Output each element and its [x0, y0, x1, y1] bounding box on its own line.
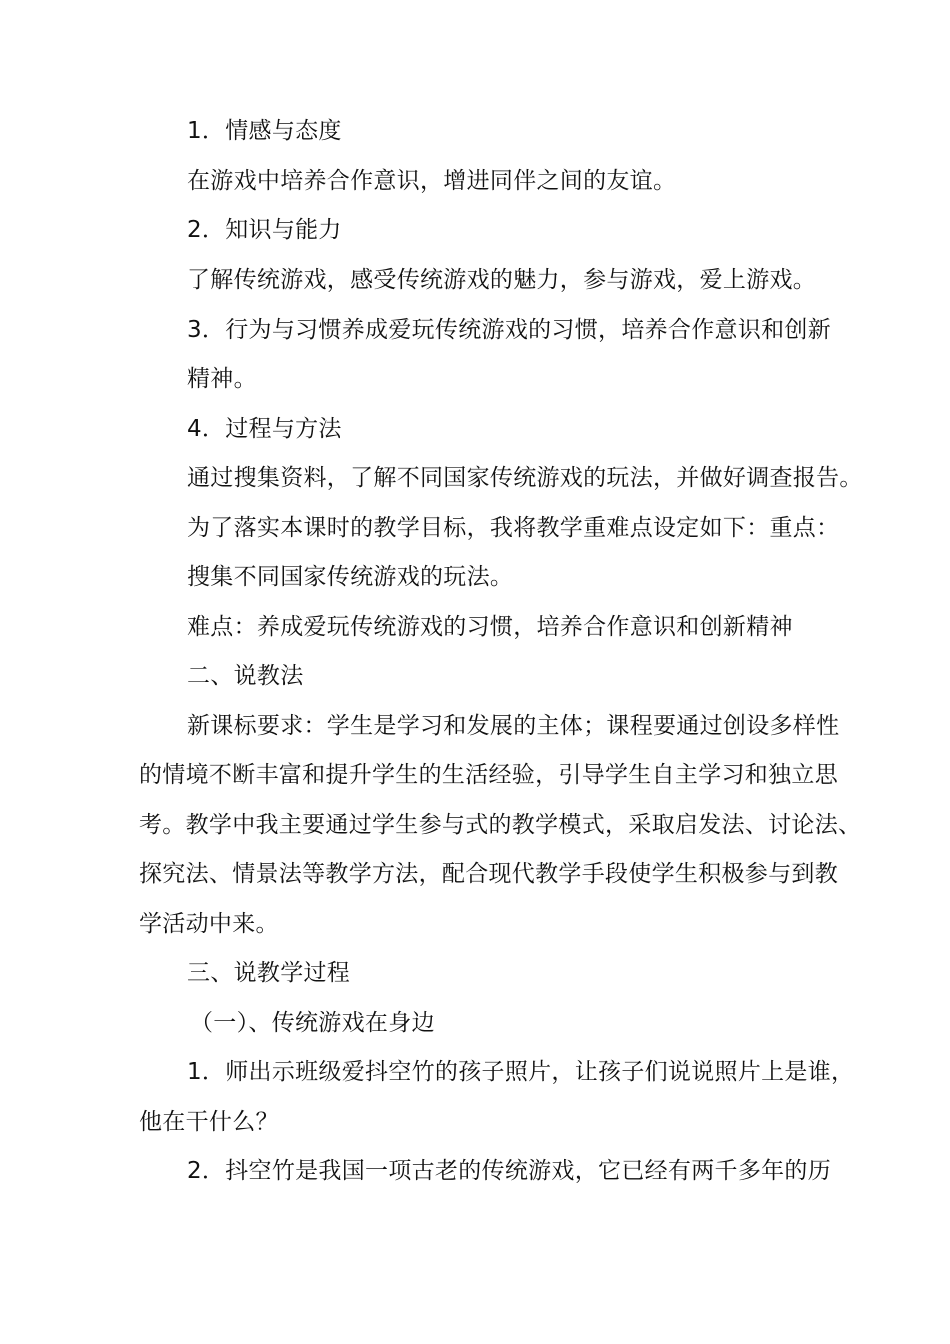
paragraph-line: 通过搜集资料，了解不同国家传统游戏的玩法，并做好调查报告。: [187, 465, 863, 491]
heading-knowledge-ability: 2．知识与能力: [187, 217, 342, 243]
paragraph-line: 新课标要求：学生是学习和发展的主体；课程要通过创设多样性: [187, 713, 840, 739]
heading-emotion-attitude: 1．情感与态度: [187, 118, 342, 144]
paragraph-line: 1．师出示班级爱抖空竹的孩子照片，让孩子们说说照片上是谁，: [187, 1059, 855, 1085]
section-heading-teaching-process: 三、说教学过程: [187, 960, 351, 986]
section-heading-teaching-method: 二、说教法: [187, 663, 304, 689]
paragraph-line: 学活动中来。: [139, 911, 279, 937]
subsection-heading: （一）、传统游戏在身边: [190, 1010, 435, 1036]
paragraph-line: 为了落实本课时的教学目标，我将教学重难点设定如下：重点：: [187, 515, 840, 541]
paragraph-line: 探究法、情景法等教学方法，配合现代教学手段使学生积极参与到教: [139, 861, 838, 887]
paragraph-line: 精神。: [187, 366, 257, 392]
heading-process-method: 4．过程与方法: [187, 416, 342, 442]
paragraph-line: 搜集不同国家传统游戏的玩法。: [187, 564, 514, 590]
paragraph-line: 了解传统游戏，感受传统游戏的魅力，参与游戏，爱上游戏。: [187, 267, 817, 293]
paragraph-line: 考。教学中我主要通过学生参与式的教学模式，采取启发法、讨论法、: [139, 812, 862, 838]
paragraph-line: 的情境不断丰富和提升学生的生活经验，引导学生自主学习和独立思: [139, 762, 838, 788]
paragraph-line: 难点：养成爱玩传统游戏的习惯，培养合作意识和创新精神: [187, 614, 793, 640]
paragraph-line: 他在干什么？: [139, 1109, 279, 1135]
paragraph-line: 2．抖空竹是我国一项古老的传统游戏，它已经有两千多年的历: [187, 1158, 832, 1184]
heading-behavior-habits: 3．行为与习惯养成爱玩传统游戏的习惯，培养合作意识和创新: [187, 317, 832, 343]
paragraph-line: 在游戏中培养合作意识，增进同伴之间的友谊。: [187, 168, 677, 194]
